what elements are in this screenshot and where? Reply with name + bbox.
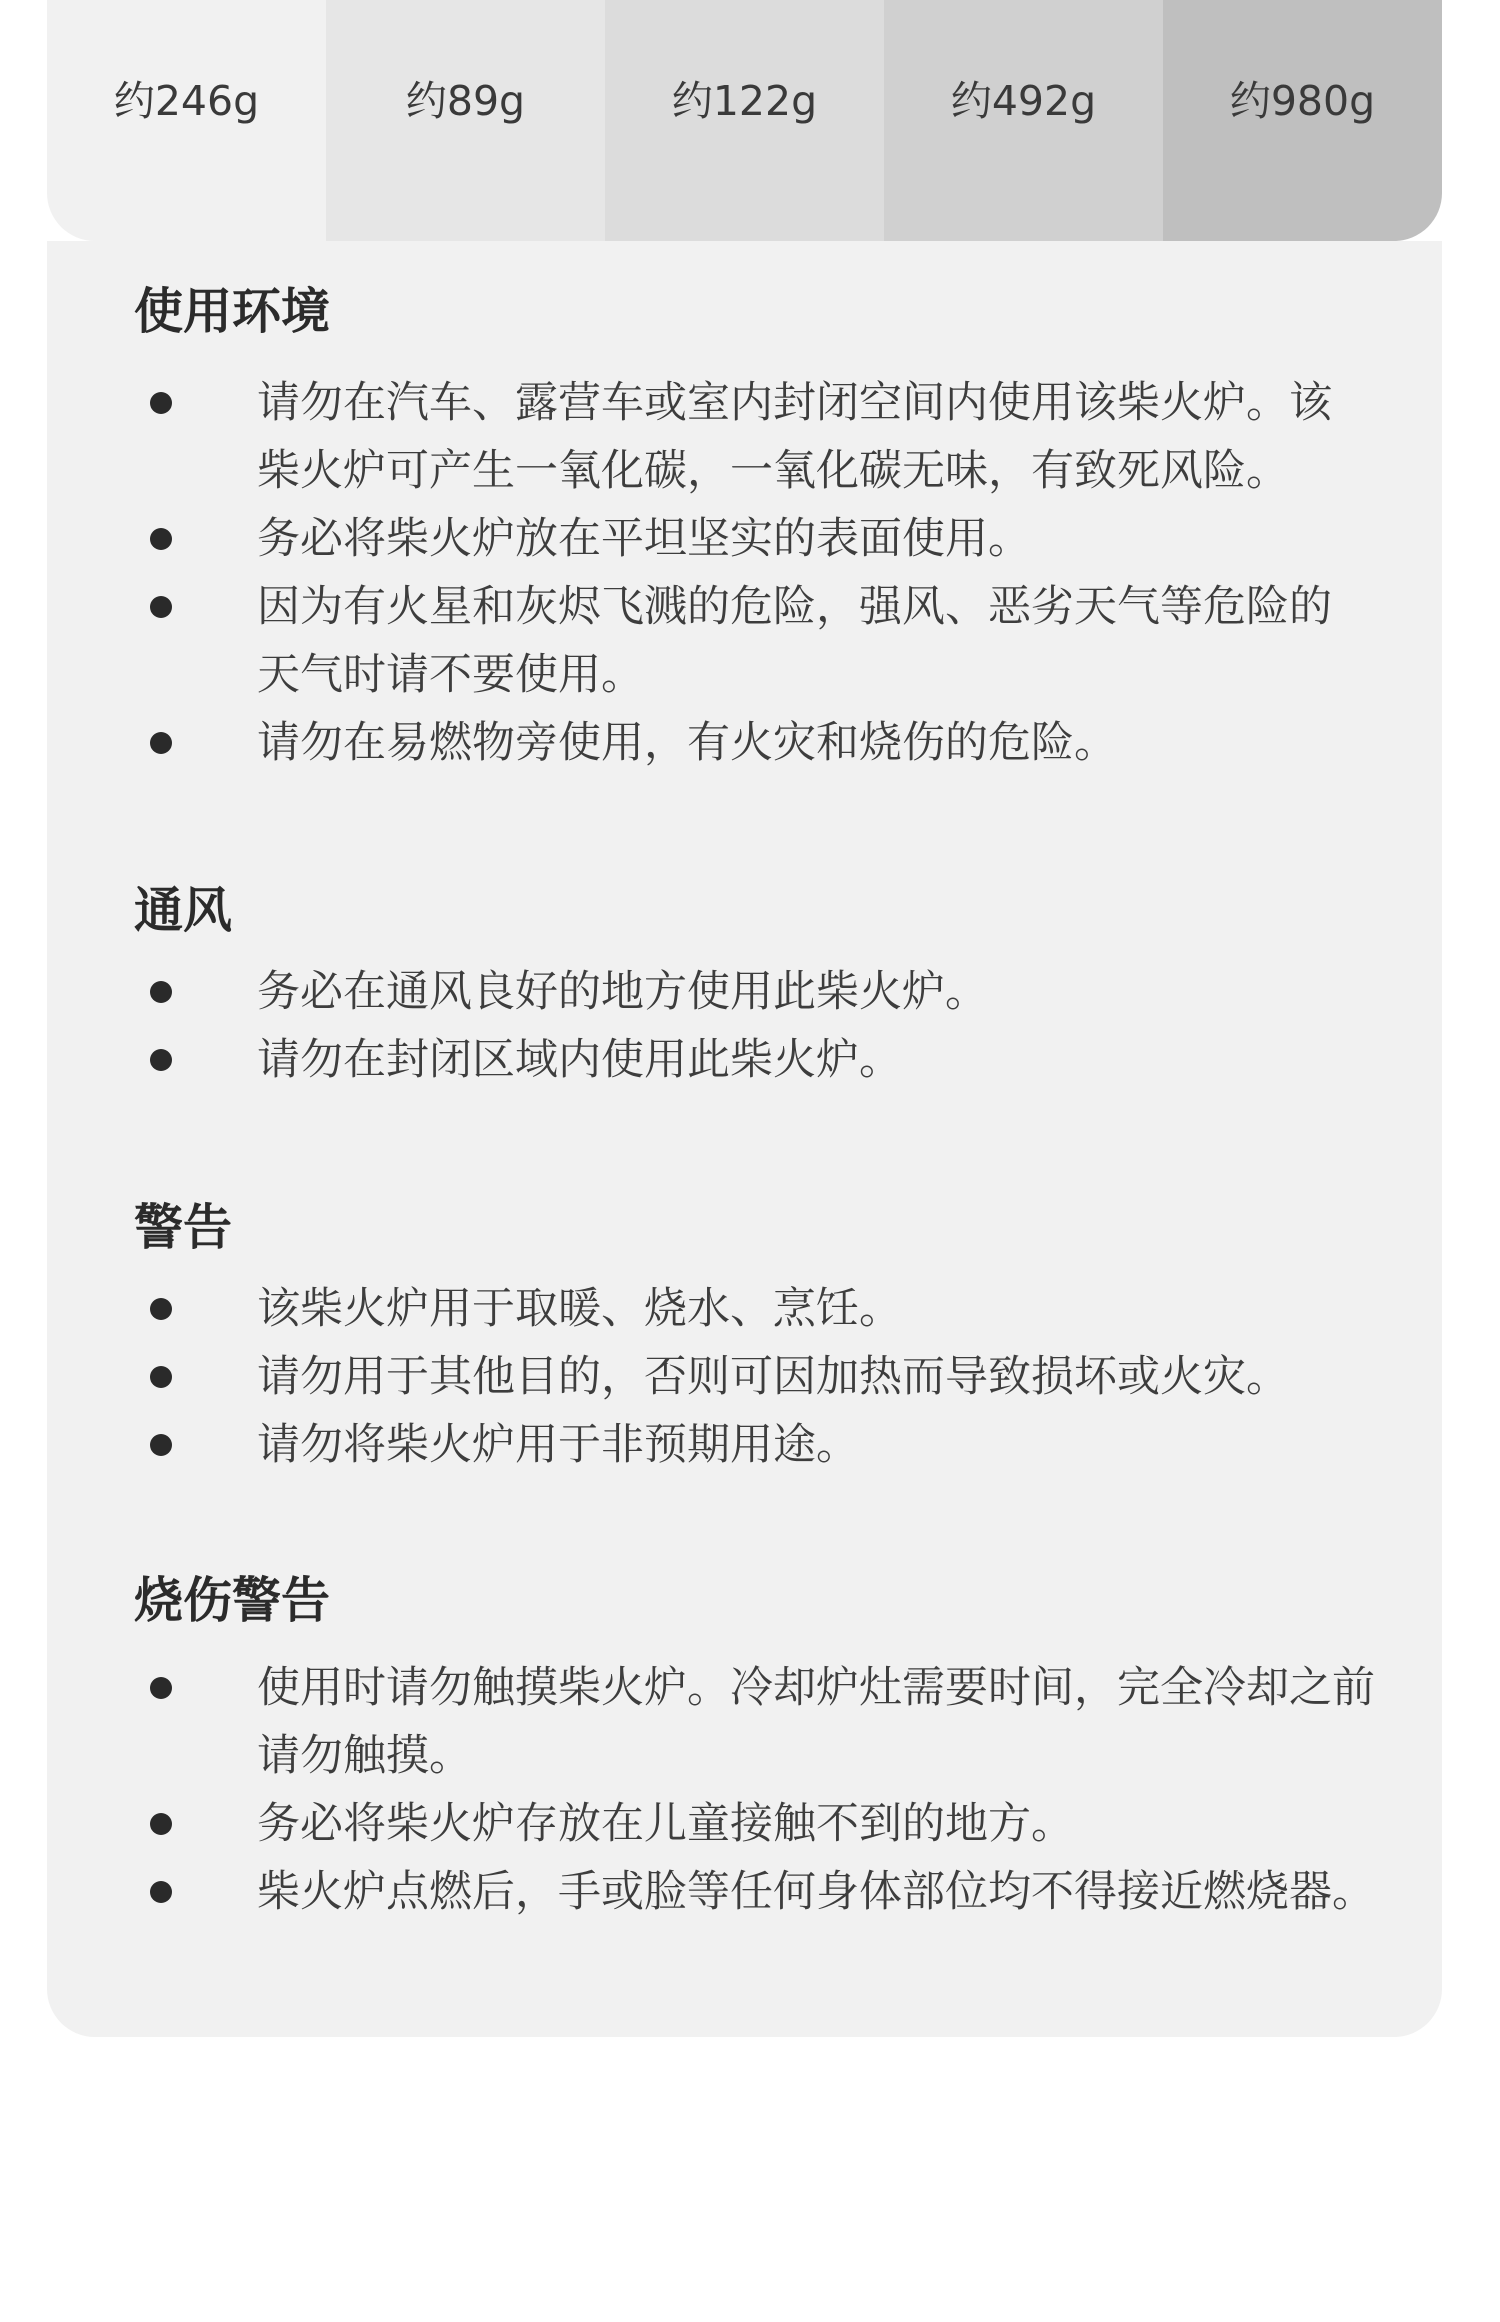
bullet-list — [134, 1654, 1394, 1926]
item-text: 因为有火星和灰烬飞溅的危险，强风、恶劣天气等危险的 天气时请不要使用。 — [257, 582, 1332, 700]
bullet-dot-icon — [150, 392, 172, 414]
weight-cell-3 — [605, 0, 884, 241]
weight-comparison-strip — [47, 0, 1442, 241]
section-usage-environment — [134, 283, 1394, 768]
list-item — [134, 1858, 1394, 1926]
list-item — [134, 1026, 1394, 1094]
weight-cell-5 — [1163, 0, 1442, 241]
weight-label: 约492g — [950, 77, 1097, 125]
item-text: 请勿用于其他目的，否则可因加热而导致损坏或火灾。 — [257, 1352, 1289, 1402]
bullet-dot-icon — [150, 1881, 172, 1903]
weight-cell-1 — [47, 0, 326, 241]
section-title: 通风 — [134, 882, 233, 939]
list-item — [134, 709, 1394, 777]
bullet-list — [134, 369, 1394, 777]
item-text: 该柴火炉用于取暖、烧水、烹饪。 — [257, 1284, 902, 1334]
section-title: 烧伤警告 — [134, 1572, 331, 1629]
bullet-dot-icon — [150, 1813, 172, 1835]
safety-notice-card — [47, 241, 1442, 2037]
list-item — [134, 1343, 1394, 1411]
item-text: 请勿在封闭区域内使用此柴火炉。 — [257, 1035, 902, 1085]
section-ventilation — [134, 882, 1394, 1085]
bullet-dot-icon — [150, 1366, 172, 1388]
list-item — [134, 1275, 1394, 1343]
weight-cell-4 — [884, 0, 1163, 241]
bullet-dot-icon — [150, 981, 172, 1003]
section-burn-warning — [134, 1572, 1394, 1917]
weight-label: 约89g — [405, 77, 526, 125]
bullet-dot-icon — [150, 1049, 172, 1071]
item-text: 柴火炉点燃后，手或脸等任何身体部位均不得接近燃烧器。 — [257, 1867, 1375, 1917]
bullet-dot-icon — [150, 1677, 172, 1699]
item-text: 使用时请勿触摸柴火炉。冷却炉灶需要时间，完全冷却之前 请勿触摸。 — [257, 1663, 1375, 1781]
bullet-list — [134, 1275, 1394, 1479]
list-item — [134, 1654, 1394, 1790]
bullet-dot-icon — [150, 732, 172, 754]
section-title: 警告 — [134, 1199, 233, 1256]
bullet-dot-icon — [150, 596, 172, 618]
weight-label: 约980g — [1229, 77, 1376, 125]
item-text: 请勿在汽车、露营车或室内封闭空间内使用该柴火炉。该 柴火炉可产生一氧化碳，一氧化碳无味，有致死风险。 — [257, 378, 1332, 496]
weight-label: 约246g — [113, 77, 260, 125]
list-item — [134, 369, 1394, 505]
list-item — [134, 505, 1394, 573]
list-item — [134, 1790, 1394, 1858]
item-text: 务必将柴火炉存放在儿童接触不到的地方。 — [257, 1799, 1074, 1849]
item-text: 务必将柴火炉放在平坦坚实的表面使用。 — [257, 514, 1031, 564]
list-item — [134, 958, 1394, 1026]
item-text: 请勿将柴火炉用于非预期用途。 — [257, 1420, 859, 1470]
bullet-dot-icon — [150, 528, 172, 550]
bullet-list — [134, 958, 1394, 1094]
section-title: 使用环境 — [134, 283, 331, 340]
list-item — [134, 1411, 1394, 1479]
bullet-dot-icon — [150, 1434, 172, 1456]
item-text: 务必在通风良好的地方使用此柴火炉。 — [257, 967, 988, 1017]
item-text: 请勿在易燃物旁使用，有火灾和烧伤的危险。 — [257, 718, 1117, 768]
bullet-dot-icon — [150, 1298, 172, 1320]
weight-label: 约122g — [671, 77, 818, 125]
section-warning — [134, 1199, 1394, 1470]
weight-cell-2 — [326, 0, 605, 241]
list-item — [134, 573, 1394, 709]
